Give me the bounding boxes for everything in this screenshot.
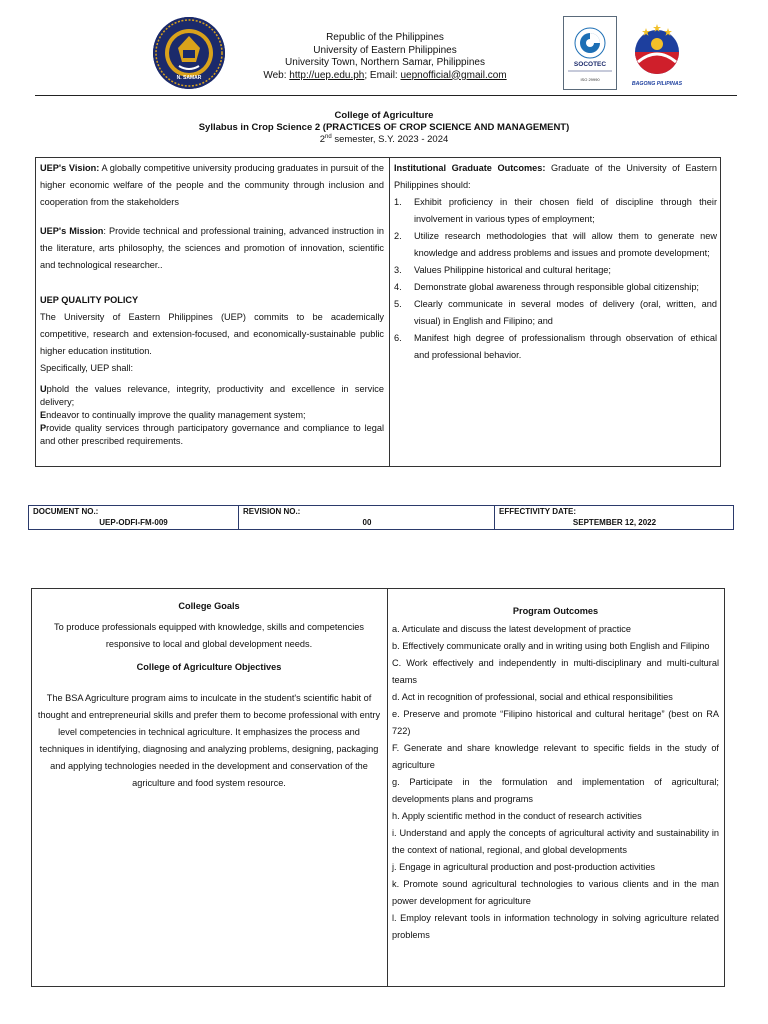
list-number: 4. <box>394 282 402 292</box>
quality-item-text: ndeavor to continually improve the quality management system; <box>46 410 306 420</box>
list-number: 3. <box>394 265 402 275</box>
igo-list <box>394 194 717 364</box>
list-item <box>394 279 717 296</box>
document-number-cell <box>29 506 238 529</box>
program-outcomes-heading: Program Outcomes <box>512 606 599 616</box>
list-text: Clearly communicate in several modes of delivery (oral, written, and visual) in English and Filipino; and <box>414 299 717 326</box>
goals-outcomes-divider <box>387 588 388 987</box>
college-goals-text: To produce professionals equipped with knowledge, skills and competencies responsive to local and global development needs. <box>53 622 364 649</box>
vision-mission-column <box>40 160 384 448</box>
header-divider <box>35 95 737 96</box>
list-item: g. Participate in the formulation and implementation of agricultural; developments plans and programs <box>392 777 719 804</box>
list-item <box>394 330 717 364</box>
list-item: d. Act in recognition of professional, social and ethical responsibilities <box>392 692 673 702</box>
effectivity-date-label: EFFECTIVITY DATE: <box>499 507 577 516</box>
socotec-logo <box>563 16 617 90</box>
revision-number-value: 00 <box>362 518 372 527</box>
mission-paragraph <box>40 223 384 274</box>
igo-intro-text: Graduate of the University of Eastern Philippines should: <box>394 163 717 190</box>
list-item: l. Employ relevant tools in information technology in solving agriculture related problems <box>392 913 719 940</box>
list-text: Manifest high degree of professionalism through observation of ethical and professional behavior. <box>414 333 717 360</box>
quality-policy-heading-text: UEP QUALITY POLICY <box>40 295 139 305</box>
vision-text: A globally competitive university producing graduates in pursuit of the higher economic welfare of the people and the community through inclusion and cooperation from the stakeholders <box>40 163 384 207</box>
list-item: k. Promote sound agricultural technologies to various clients and in the man power development for agriculture <box>392 879 719 906</box>
semester-suffix: nd <box>325 133 332 140</box>
document-number-label: DOCUMENT NO.: <box>33 507 99 516</box>
mission-text: : Provide technical and professional training, advanced instruction in the literature, arts philosophy, the sciences and promotion of innovation, scientific and technological researcher.. <box>40 226 384 270</box>
quality-item-initial: E <box>40 410 47 420</box>
college-goals-column <box>36 598 382 792</box>
list-item: F. Generate and share knowledge relevant to specific fields in the study of agriculture <box>392 743 719 770</box>
quality-item-initial: U <box>40 384 47 394</box>
header-location: University Town, Northern Samar, Philippines <box>285 57 485 68</box>
list-item: a. Articulate and discuss the latest development of practice <box>392 624 632 634</box>
igo-label: Institutional Graduate Outcomes: <box>394 163 546 173</box>
effectivity-date-cell <box>494 506 734 529</box>
list-item <box>394 194 717 228</box>
bagong-pilipinas-logo <box>626 22 688 88</box>
header-university: University of Eastern Philippines <box>313 44 457 56</box>
list-text: Demonstrate global awareness through responsible global citizenship; <box>414 282 699 292</box>
list-item: e. Preserve and promote “Filipino historical and cultural heritage” (best on RA 722) <box>392 709 719 736</box>
quality-item-uphold <box>40 383 384 409</box>
igo-intro <box>394 160 717 194</box>
list-text: Utilize research methodologies that will allow them to generate new knowledge and address problems and issues and promote development; <box>414 231 717 258</box>
objectives-heading: College of Agriculture Objectives <box>136 662 282 672</box>
program-outcomes-column <box>392 603 719 944</box>
header-address <box>230 32 540 82</box>
quality-policy-text: The University of Eastern Philippines (UEP) commits to be academically competitive, research and extension-focused, and economically-sustainable public higher education institution. <box>40 312 384 356</box>
svg-text:N. SAMAR: N. SAMAR <box>176 75 202 81</box>
email-link[interactable]: uepnofficial@gmail.com <box>400 69 507 81</box>
university-seal <box>152 16 226 90</box>
semester-line <box>100 134 668 146</box>
svg-text:SOCOTEC: SOCOTEC <box>573 61 607 68</box>
list-item: j. Engage in agricultural production and post-production activities <box>392 862 656 872</box>
syllabus-title-block <box>100 110 668 146</box>
list-item: b. Effectively communicate orally and in writing using both English and Filipino <box>392 641 710 651</box>
list-text: Values Philippine historical and cultural heritage; <box>414 265 611 275</box>
quality-policy-heading <box>40 292 384 309</box>
syllabus-title: Syllabus in Crop Science 2 (PRACTICES OF CROP SCIENCE AND MANAGEMENT) <box>198 122 570 133</box>
header-republic: Republic of the Philippines <box>326 32 444 43</box>
objectives-text: The BSA Agriculture program aims to inculcate in the student's scientific habit of thought and entrepreneurial skills and prefer them to become professional with entry level competencies in technical agriculture. It emphasizes the process and techniques in identifying, diagnosing and analyzing problems, designing, packaging and applying technologies needed in the development and conservation of the agriculture and food system resource. <box>37 693 381 788</box>
quality-policy-shall: Specifically, UEP shall: <box>40 363 134 373</box>
graduate-outcomes-column <box>394 160 717 364</box>
quality-item-text: rovide quality services through participatory governance and compliance to legal and other prescribed requirements. <box>40 423 384 446</box>
semester-text: semester, S.Y. 2023 - 2024 <box>331 134 449 145</box>
vision-paragraph <box>40 160 384 211</box>
list-number: 6. <box>394 333 402 343</box>
document-number-value: UEP-ODFI-FM-009 <box>99 518 168 527</box>
quality-item-endeavor <box>40 409 384 422</box>
web-label: Web: <box>263 69 290 81</box>
header-contacts <box>230 70 540 83</box>
mission-label: UEP's Mission <box>40 226 104 236</box>
effectivity-date-value: SEPTEMBER 12, 2022 <box>572 518 657 527</box>
web-link[interactable]: http://uep.edu.ph <box>289 69 365 81</box>
quality-item-text: phold the values relevance, integrity, productivity and excellence in service delivery; <box>40 384 384 407</box>
list-item <box>394 296 717 330</box>
list-number: 5. <box>394 299 402 309</box>
list-number: 1. <box>394 197 402 207</box>
svg-text:BAGONG PILIPINAS: BAGONG PILIPINAS <box>631 81 683 87</box>
list-text: Exhibit proficiency in their chosen field of discipline through their involvement in various types of employment; <box>414 197 717 224</box>
college-name: College of Agriculture <box>334 110 434 121</box>
list-item: C. Work effectively and independently in multi-disciplinary and multi-cultural teams <box>392 658 719 685</box>
semester-number: 2 <box>319 134 326 145</box>
svg-text:ISO 29990: ISO 29990 <box>580 77 600 82</box>
list-number: 2. <box>394 231 402 241</box>
email-label: ; Email: <box>364 69 401 81</box>
revision-number-cell <box>238 506 495 529</box>
list-item <box>394 262 717 279</box>
quality-item-initial: P <box>40 423 47 433</box>
revision-number-label: REVISION NO.: <box>243 507 301 516</box>
list-item: i. Understand and apply the concepts of agricultural activity and sustainability in the context of national, regional, and global developments <box>392 828 719 855</box>
college-goals-heading: College Goals <box>178 601 240 611</box>
list-item: h. Apply scientific method in the conduct of research activities <box>392 811 642 821</box>
vision-mission-divider <box>389 157 390 467</box>
quality-item-provide <box>40 422 384 448</box>
list-item <box>394 228 717 262</box>
vision-label: UEP's Vision: <box>40 163 100 173</box>
document-control-bar <box>28 505 734 530</box>
